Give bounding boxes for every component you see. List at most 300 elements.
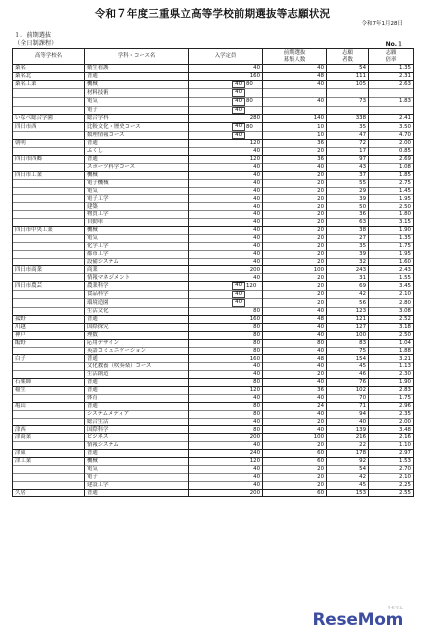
recruit-count: 40 bbox=[263, 80, 327, 89]
capacity-cell: 160 bbox=[189, 355, 263, 363]
course-name: 機械 bbox=[85, 227, 189, 235]
applicant-count: 29 bbox=[327, 187, 369, 195]
recruit-count: 20 bbox=[263, 179, 327, 187]
table-row bbox=[13, 489, 414, 497]
school-name bbox=[13, 179, 85, 187]
table-row bbox=[13, 203, 414, 211]
course-name: 普通 bbox=[85, 72, 189, 80]
application-ratio: 3.21 bbox=[369, 355, 414, 363]
recruit-count: 20 bbox=[263, 442, 327, 450]
course-name: 生活創造 bbox=[85, 371, 189, 379]
application-ratio: 2.69 bbox=[369, 156, 414, 164]
school-name bbox=[13, 308, 85, 316]
table-row bbox=[13, 434, 414, 442]
page-number: No.１ bbox=[385, 41, 403, 48]
school-name: 稲生 bbox=[13, 386, 85, 394]
application-ratio: 1.53 bbox=[369, 457, 414, 465]
capacity-cell: 40 bbox=[189, 442, 263, 450]
capacity-cell: 40 bbox=[189, 65, 263, 73]
course-name: 普通 bbox=[85, 489, 189, 497]
application-ratio: 2.00 bbox=[369, 140, 414, 148]
table-row bbox=[13, 106, 414, 115]
recruit-count: 20 bbox=[263, 481, 327, 489]
application-ratio: 0.85 bbox=[369, 148, 414, 156]
course-name: 都市工学 bbox=[85, 250, 189, 258]
school-name bbox=[13, 290, 85, 299]
capacity-cell: 80 bbox=[189, 308, 263, 316]
recruit-count: 20 bbox=[263, 418, 327, 426]
course-name: 電子機械 bbox=[85, 179, 189, 187]
table-row bbox=[13, 394, 414, 402]
section-heading-line2: （全日制課程） bbox=[14, 39, 58, 47]
applications-table bbox=[12, 48, 414, 497]
applicant-count: 127 bbox=[327, 323, 369, 331]
page-title: 令和７年度三重県立高等学校前期選抜等志願状況 bbox=[94, 8, 331, 20]
school-name bbox=[13, 442, 85, 450]
table-row bbox=[13, 282, 414, 291]
school-name bbox=[13, 274, 85, 282]
applicant-count: 37 bbox=[327, 171, 369, 179]
quota-group bbox=[191, 132, 260, 140]
table-row bbox=[13, 426, 414, 434]
application-ratio: 1.45 bbox=[369, 187, 414, 195]
recruit-count: 100 bbox=[263, 434, 327, 442]
school-name: いなべ総合学園 bbox=[13, 115, 85, 123]
course-name: システムメディア bbox=[85, 410, 189, 418]
school-name bbox=[13, 89, 85, 98]
table-row bbox=[13, 339, 414, 347]
course-name: 英語コミュニケーション bbox=[85, 347, 189, 355]
table-row bbox=[13, 457, 414, 465]
applicant-count: 75 bbox=[327, 347, 369, 355]
school-name: 白子 bbox=[13, 355, 85, 363]
applicant-count: 47 bbox=[327, 131, 369, 140]
application-ratio: 3.45 bbox=[369, 282, 414, 291]
table-row bbox=[13, 227, 414, 235]
table-row bbox=[13, 195, 414, 203]
school-name bbox=[13, 418, 85, 426]
table-row bbox=[13, 363, 414, 371]
course-name: 建築 bbox=[85, 203, 189, 211]
capacity-cell: 40 bbox=[189, 481, 263, 489]
application-ratio: 2.83 bbox=[369, 386, 414, 394]
recruit-count: 20 bbox=[263, 219, 327, 227]
resemom-logo: ReseMom bbox=[312, 610, 403, 630]
course-name: 普通 bbox=[85, 450, 189, 458]
application-ratio: 2.50 bbox=[369, 331, 414, 339]
table-header-row bbox=[13, 49, 414, 65]
school-name bbox=[13, 163, 85, 171]
capacity-cell: 80 bbox=[189, 339, 263, 347]
school-name bbox=[13, 371, 85, 379]
application-ratio: 2.96 bbox=[369, 402, 414, 410]
recruit-count: 40 bbox=[263, 347, 327, 355]
recruit-count: 20 bbox=[263, 299, 327, 308]
capacity-cell: 40 bbox=[189, 418, 263, 426]
course-quota: 40 bbox=[232, 132, 245, 140]
course-name: 普通 bbox=[85, 379, 189, 387]
recruit-count: 40 bbox=[263, 363, 327, 371]
applicant-count: 56 bbox=[327, 299, 369, 308]
application-ratio: 2.70 bbox=[369, 465, 414, 473]
table-row bbox=[13, 266, 414, 274]
applicant-count: 243 bbox=[327, 266, 369, 274]
capacity-cell: 80 bbox=[189, 426, 263, 434]
course-name: 電気 bbox=[85, 234, 189, 242]
table-row bbox=[13, 402, 414, 410]
applicant-count: 55 bbox=[327, 179, 369, 187]
school-name: 四日市西 bbox=[13, 123, 85, 132]
applicant-count: 71 bbox=[327, 402, 369, 410]
school-name bbox=[13, 187, 85, 195]
recruit-count: 40 bbox=[263, 394, 327, 402]
capacity-cell: 40 bbox=[189, 465, 263, 473]
table-row bbox=[13, 386, 414, 394]
recruit-count: 60 bbox=[263, 450, 327, 458]
capacity-cell: 160 bbox=[189, 315, 263, 323]
application-ratio: 1.04 bbox=[369, 339, 414, 347]
table-row bbox=[13, 163, 414, 171]
table-row bbox=[13, 258, 414, 266]
school-name: 亀山 bbox=[13, 402, 85, 410]
course-name: 電気 bbox=[85, 97, 189, 106]
application-ratio: 2.31 bbox=[369, 72, 414, 80]
course-quota: 40 bbox=[232, 123, 245, 131]
application-ratio: 2.16 bbox=[369, 434, 414, 442]
table-row bbox=[13, 219, 414, 227]
school-name: 津商業 bbox=[13, 434, 85, 442]
course-name: 普通 bbox=[85, 355, 189, 363]
table-row bbox=[13, 315, 414, 323]
recruit-count: 40 bbox=[263, 308, 327, 316]
capacity-cell: 40 bbox=[189, 234, 263, 242]
school-name bbox=[13, 363, 85, 371]
course-name: 商業 bbox=[85, 266, 189, 274]
application-ratio: 1.55 bbox=[369, 274, 414, 282]
applicant-count: 139 bbox=[327, 426, 369, 434]
header-ratio: 志願 倍率 bbox=[369, 49, 414, 65]
course-name: 情報マネジメント bbox=[85, 274, 189, 282]
capacity-cell: 240 bbox=[189, 450, 263, 458]
course-quota: 40 bbox=[232, 98, 245, 106]
table-row bbox=[13, 123, 414, 132]
recruit-count: 40 bbox=[263, 426, 327, 434]
capacity-cell: 80 bbox=[189, 323, 263, 331]
applicant-count: 72 bbox=[327, 140, 369, 148]
capacity-cell bbox=[189, 80, 263, 89]
quota-group bbox=[191, 98, 260, 106]
application-ratio: 1.95 bbox=[369, 250, 414, 258]
school-name bbox=[13, 347, 85, 355]
applicant-count: 39 bbox=[327, 195, 369, 203]
table-row bbox=[13, 156, 414, 164]
capacity-cell bbox=[189, 106, 263, 115]
application-ratio: 3.50 bbox=[369, 123, 414, 132]
recruit-count bbox=[263, 89, 327, 98]
recruit-count: 20 bbox=[263, 290, 327, 299]
application-ratio: 2.25 bbox=[369, 481, 414, 489]
applicant-count: 39 bbox=[327, 250, 369, 258]
course-name: 普通 bbox=[85, 156, 189, 164]
course-name: 自動車 bbox=[85, 219, 189, 227]
applicant-count bbox=[327, 106, 369, 115]
table-row bbox=[13, 418, 414, 426]
applicant-count: 35 bbox=[327, 242, 369, 250]
applicant-count: 31 bbox=[327, 274, 369, 282]
capacity-cell: 40 bbox=[189, 203, 263, 211]
application-ratio: 1.60 bbox=[369, 258, 414, 266]
capacity-cell: 200 bbox=[189, 434, 263, 442]
school-name bbox=[13, 473, 85, 481]
group-capacity: 80 bbox=[246, 123, 253, 130]
school-name bbox=[13, 250, 85, 258]
capacity-cell: 40 bbox=[189, 363, 263, 371]
recruit-count: 20 bbox=[263, 282, 327, 291]
table-row bbox=[13, 179, 414, 187]
applicant-count: 27 bbox=[327, 234, 369, 242]
header-capacity: 入学定員 bbox=[189, 49, 263, 65]
application-ratio: 2.43 bbox=[369, 266, 414, 274]
recruit-count: 20 bbox=[263, 148, 327, 156]
school-name bbox=[13, 410, 85, 418]
school-name: 川越 bbox=[13, 323, 85, 331]
school-name bbox=[13, 465, 85, 473]
table-row bbox=[13, 274, 414, 282]
recruit-count: 80 bbox=[263, 339, 327, 347]
applicant-count: 338 bbox=[327, 115, 369, 123]
application-ratio: 3.18 bbox=[369, 323, 414, 331]
school-name bbox=[13, 258, 85, 266]
table-row bbox=[13, 379, 414, 387]
table-row bbox=[13, 347, 414, 355]
capacity-cell: 40 bbox=[189, 171, 263, 179]
application-ratio bbox=[369, 106, 414, 115]
applicant-count: 35 bbox=[327, 123, 369, 132]
school-name: 津東 bbox=[13, 450, 85, 458]
school-name: 四日市農芸 bbox=[13, 282, 85, 291]
school-name: 久居 bbox=[13, 489, 85, 497]
school-name bbox=[13, 234, 85, 242]
table-row bbox=[13, 148, 414, 156]
capacity-cell: 160 bbox=[189, 72, 263, 80]
course-name: 電気 bbox=[85, 187, 189, 195]
capacity-cell: 40 bbox=[189, 242, 263, 250]
school-name: 四日市商業 bbox=[13, 266, 85, 274]
table-row bbox=[13, 299, 414, 308]
course-quota: 40 bbox=[232, 81, 245, 89]
table-row bbox=[13, 80, 414, 89]
recruit-count: 10 bbox=[263, 123, 327, 132]
course-name: 衛生看護 bbox=[85, 65, 189, 73]
school-name bbox=[13, 148, 85, 156]
application-ratio: 2.10 bbox=[369, 473, 414, 481]
applicant-count: 94 bbox=[327, 410, 369, 418]
capacity-cell: 40 bbox=[189, 394, 263, 402]
capacity-cell bbox=[189, 290, 263, 299]
applicant-count: 22 bbox=[327, 442, 369, 450]
recruit-count: 48 bbox=[263, 355, 327, 363]
table-row bbox=[13, 481, 414, 489]
table-row bbox=[13, 331, 414, 339]
capacity-cell: 200 bbox=[189, 489, 263, 497]
school-name bbox=[13, 131, 85, 140]
capacity-cell bbox=[189, 123, 263, 132]
application-ratio: 1.35 bbox=[369, 234, 414, 242]
capacity-cell: 120 bbox=[189, 140, 263, 148]
recruit-count: 20 bbox=[263, 234, 327, 242]
course-name: 国際探究 bbox=[85, 323, 189, 331]
course-name: 材料技術 bbox=[85, 89, 189, 98]
table-row bbox=[13, 131, 414, 140]
course-name: 機械 bbox=[85, 171, 189, 179]
quota-group bbox=[191, 89, 260, 97]
recruit-count: 40 bbox=[263, 410, 327, 418]
school-name bbox=[13, 203, 85, 211]
applicant-count: 154 bbox=[327, 355, 369, 363]
school-name bbox=[13, 211, 85, 219]
capacity-cell: 40 bbox=[189, 179, 263, 187]
capacity-cell: 40 bbox=[189, 163, 263, 171]
header-applicants: 志願 者数 bbox=[327, 49, 369, 65]
recruit-count: 24 bbox=[263, 402, 327, 410]
recruit-count: 20 bbox=[263, 473, 327, 481]
course-name: 物質工学 bbox=[85, 211, 189, 219]
recruit-count: 10 bbox=[263, 131, 327, 140]
course-name: 理数 bbox=[85, 331, 189, 339]
application-ratio: 2.55 bbox=[369, 489, 414, 497]
group-capacity: 80 bbox=[246, 81, 253, 88]
table-row bbox=[13, 450, 414, 458]
capacity-cell bbox=[189, 89, 263, 98]
application-ratio: 2.80 bbox=[369, 299, 414, 308]
school-name bbox=[13, 106, 85, 115]
recruit-count: 40 bbox=[263, 65, 327, 73]
course-name: 普通 bbox=[85, 402, 189, 410]
course-name: ふくし bbox=[85, 148, 189, 156]
group-capacity: 80 bbox=[246, 98, 253, 105]
school-name: 津工業 bbox=[13, 457, 85, 465]
table-row bbox=[13, 115, 414, 123]
course-name: 農業科学 bbox=[85, 282, 189, 291]
table-row bbox=[13, 250, 414, 258]
table-row bbox=[13, 242, 414, 250]
school-name: 石薬師 bbox=[13, 379, 85, 387]
applicant-count: 42 bbox=[327, 290, 369, 299]
quota-group bbox=[191, 81, 260, 89]
applicant-count: 42 bbox=[327, 473, 369, 481]
capacity-cell bbox=[189, 299, 263, 308]
capacity-cell: 80 bbox=[189, 379, 263, 387]
table-row bbox=[13, 442, 414, 450]
school-name bbox=[13, 97, 85, 106]
application-ratio: 1.10 bbox=[369, 442, 414, 450]
table-row bbox=[13, 473, 414, 481]
table-body bbox=[13, 65, 414, 497]
capacity-cell: 40 bbox=[189, 274, 263, 282]
course-name: 総合生活 bbox=[85, 418, 189, 426]
recruit-count: 48 bbox=[263, 72, 327, 80]
quota-group bbox=[191, 299, 260, 307]
applicant-count: 38 bbox=[327, 227, 369, 235]
course-name: 応用デザイン bbox=[85, 339, 189, 347]
application-ratio: 2.97 bbox=[369, 450, 414, 458]
application-ratio: 1.85 bbox=[369, 171, 414, 179]
recruit-count: 60 bbox=[263, 457, 327, 465]
table-row bbox=[13, 355, 414, 363]
course-quota: 40 bbox=[232, 282, 245, 290]
application-ratio: 1.90 bbox=[369, 227, 414, 235]
recruit-count bbox=[263, 106, 327, 115]
table-row bbox=[13, 323, 414, 331]
course-name: 普通 bbox=[85, 386, 189, 394]
capacity-cell: 40 bbox=[189, 219, 263, 227]
application-ratio: 2.00 bbox=[369, 418, 414, 426]
applicant-count: 69 bbox=[327, 282, 369, 291]
recruit-count: 20 bbox=[263, 242, 327, 250]
applicant-count: 121 bbox=[327, 315, 369, 323]
applicant-count: 46 bbox=[327, 371, 369, 379]
recruit-count: 20 bbox=[263, 171, 327, 179]
school-name: 桑名北 bbox=[13, 72, 85, 80]
section-heading bbox=[14, 32, 57, 47]
course-quota: 40 bbox=[232, 291, 245, 299]
capacity-cell: 40 bbox=[189, 250, 263, 258]
course-name: 国際科学 bbox=[85, 426, 189, 434]
application-ratio: 1.35 bbox=[369, 65, 414, 73]
course-name: ビジネス bbox=[85, 434, 189, 442]
capacity-cell: 80 bbox=[189, 331, 263, 339]
table-row bbox=[13, 72, 414, 80]
application-ratio: 1.80 bbox=[369, 211, 414, 219]
recruit-count: 36 bbox=[263, 140, 327, 148]
capacity-cell bbox=[189, 97, 263, 106]
course-name: 建設工学 bbox=[85, 481, 189, 489]
school-name bbox=[13, 481, 85, 489]
application-ratio: 2.10 bbox=[369, 290, 414, 299]
applicant-count: 92 bbox=[327, 457, 369, 465]
recruit-count: 40 bbox=[263, 97, 327, 106]
applicant-count: 36 bbox=[327, 211, 369, 219]
header-course: 学科・コース名 bbox=[85, 49, 189, 65]
application-ratio: 1.95 bbox=[369, 195, 414, 203]
issue-date: 令和7年1月28日 bbox=[361, 21, 403, 27]
quota-group bbox=[191, 291, 260, 299]
school-name bbox=[13, 394, 85, 402]
recruit-count: 40 bbox=[263, 331, 327, 339]
group-capacity: 120 bbox=[246, 282, 257, 289]
recruit-count: 36 bbox=[263, 156, 327, 164]
application-ratio: 2.75 bbox=[369, 179, 414, 187]
school-name bbox=[13, 242, 85, 250]
course-name: 化学工学 bbox=[85, 242, 189, 250]
application-ratio: 3.15 bbox=[369, 219, 414, 227]
school-name: 桑名工業 bbox=[13, 80, 85, 89]
applicant-count: 43 bbox=[327, 163, 369, 171]
table-row bbox=[13, 187, 414, 195]
capacity-cell: 120 bbox=[189, 457, 263, 465]
applicant-count: 63 bbox=[327, 219, 369, 227]
application-ratio: 4.70 bbox=[369, 131, 414, 140]
recruit-count: 48 bbox=[263, 315, 327, 323]
capacity-cell: 40 bbox=[189, 148, 263, 156]
course-name: 普通 bbox=[85, 140, 189, 148]
recruit-count: 140 bbox=[263, 115, 327, 123]
course-name: スポーツ科学コース bbox=[85, 163, 189, 171]
table-row bbox=[13, 140, 414, 148]
school-name: 神戸 bbox=[13, 331, 85, 339]
school-name: 四日市工業 bbox=[13, 171, 85, 179]
quota-group bbox=[191, 282, 260, 290]
